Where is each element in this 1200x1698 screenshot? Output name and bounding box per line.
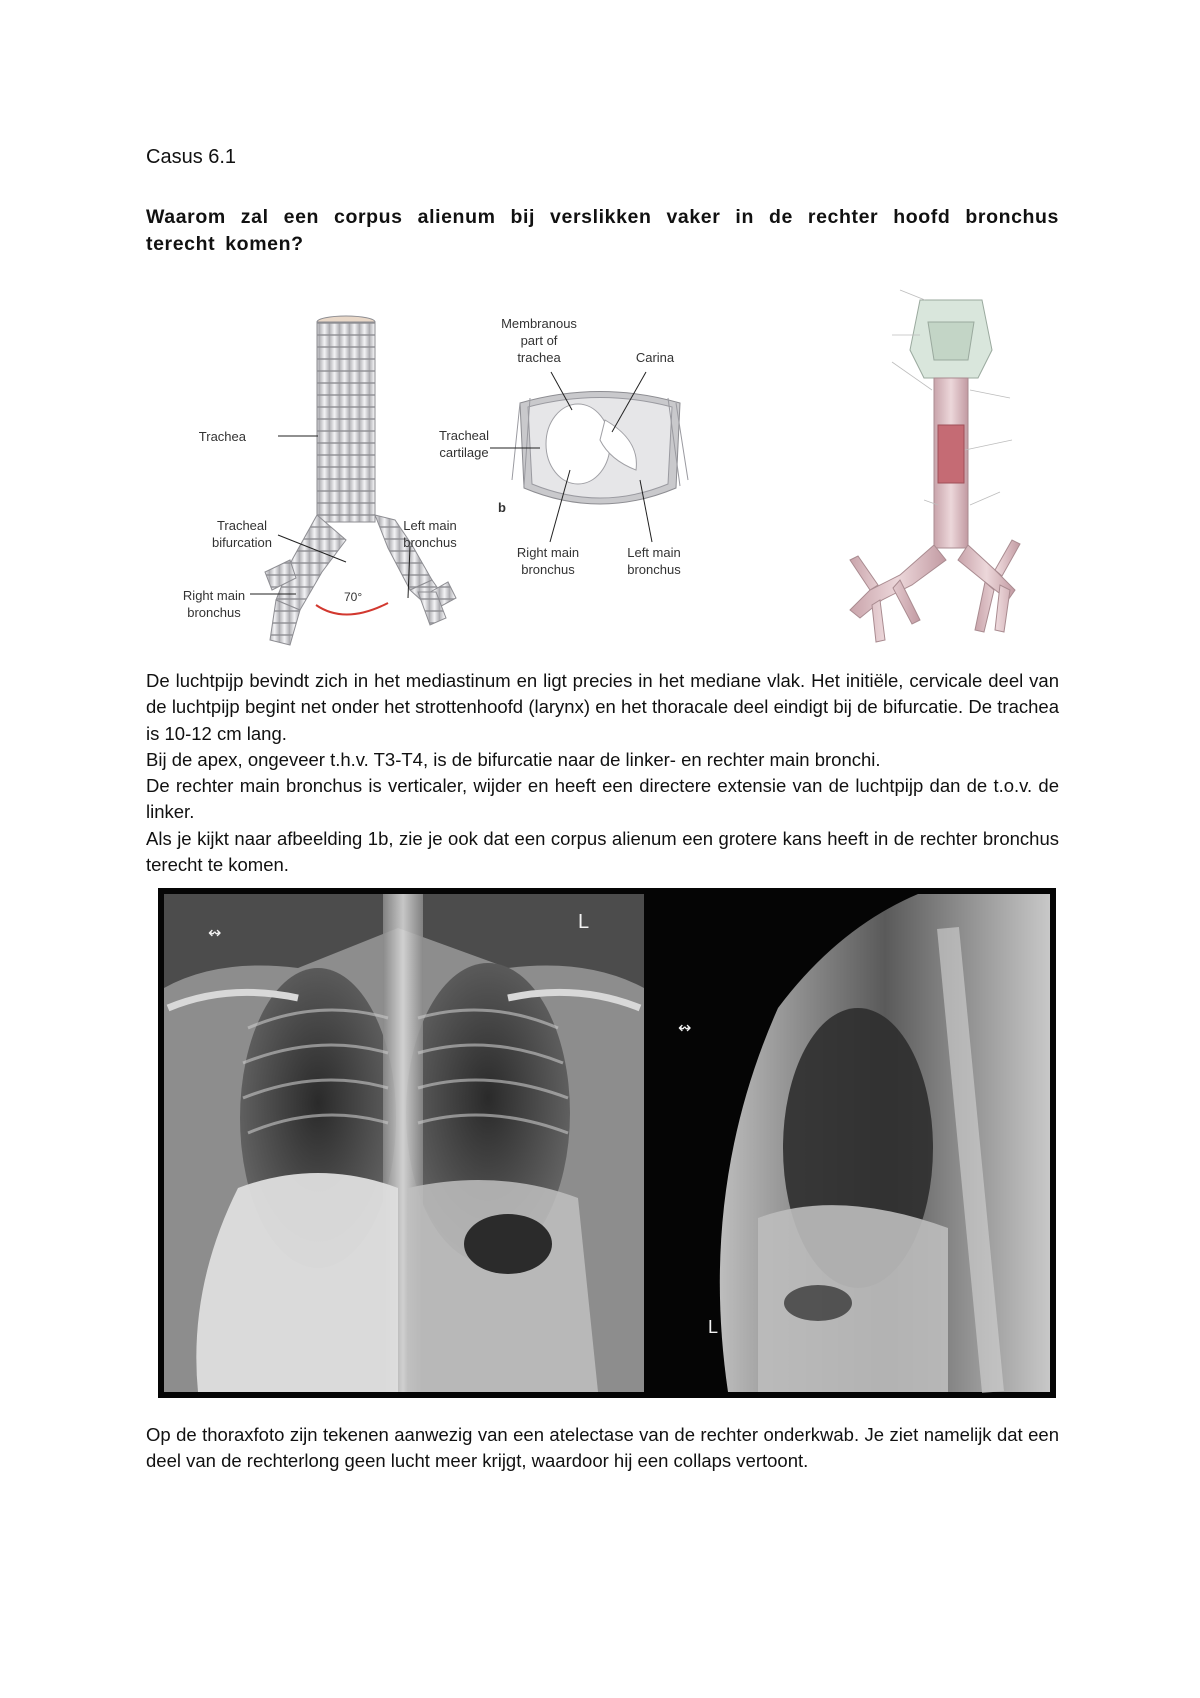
bronchial-tree-figure: [850, 290, 1020, 642]
trachea-figure: [183, 316, 457, 645]
gastric-bubble: [464, 1214, 552, 1274]
label-b-right-main-2: bronchus: [521, 562, 575, 577]
conclusion-paragraph: Op de thoraxfoto zijn tekenen aanwezig van een atelectase van de rechter onderkwab. Je ziet namelijk dat een deel van de rechterlong geen lucht meer krijgt, waardoor hij een collaps vertoont.: [146, 1424, 1059, 1472]
xray-pa-view: [164, 894, 644, 1392]
label-bifurcation-2: bifurcation: [212, 535, 272, 550]
label-left-main-2: bronchus: [403, 535, 457, 550]
label-right-main-2: bronchus: [187, 605, 241, 620]
label-cartilage-1: Tracheal: [438, 428, 490, 443]
panel-letter-b: b: [498, 500, 506, 515]
question-heading: Waarom zal een corpus alienum bij verslikken vaker in de rechter hoofd bronchus terecht komen?: [146, 206, 1059, 255]
xray-lateral-view: [652, 894, 1050, 1392]
paragraph-3: De rechter main bronchus is verticaler, wijder en heeft een directere extensie van de luchtpijp dan de t.o.v. de linker.: [146, 775, 1059, 823]
anatomy-figures: [0, 0, 1200, 680]
label-membranous-1: Membranous: [501, 316, 577, 331]
explanation-text: [146, 668, 1059, 878]
paragraph-1: De luchtpijp bevindt zich in het mediastinum en ligt precies in het mediane vlak. Het initiële, cervicale deel van de luchtpijp begint net onder het strottenhoofd (larynx) en het thoracale deel eindigt bij de bifurcatie. De trachea is 10-12 cm lang.: [146, 670, 1059, 744]
paragraph-2: Bij de apex, ongeveer t.h.v. T3-T4, is de bifurcatie naar de linker- en rechter main bronchi.: [146, 748, 881, 770]
xray-pa-marker: L: [578, 911, 590, 933]
label-membranous-2: part of: [520, 333, 558, 348]
label-right-main-1: Right main: [182, 588, 246, 603]
xray-lateral-arrow: ↭: [678, 1020, 692, 1037]
paragraph-4: Als je kijkt naar afbeelding 1b, zie je ook dat een corpus alienum een grotere kans heeft in de rechter bronchus terecht te komen.: [146, 827, 1059, 876]
label-membranous-3: trachea: [517, 350, 561, 365]
label-carina: Carina: [635, 350, 675, 365]
label-trachea: Trachea: [198, 429, 246, 444]
label-b-left-main-2: bronchus: [627, 562, 681, 577]
page-title: Casus 6.1: [146, 146, 237, 168]
chest-xray-images: [158, 888, 1056, 1398]
label-b-left-main-1: Left main: [627, 545, 681, 560]
label-b-right-main-1: Right main: [516, 545, 580, 560]
angle-arc: [316, 603, 388, 615]
label-left-main-1: Left main: [403, 518, 457, 533]
trachea-shape: [317, 322, 375, 522]
label-bifurcation-1: Tracheal: [216, 518, 268, 533]
label-cartilage-2: cartilage: [439, 445, 489, 460]
xray-pa-arrow: ↭: [208, 925, 222, 942]
carina-figure: [439, 316, 688, 577]
conclusion-text: [146, 1422, 1059, 1475]
label-angle: 70°: [344, 590, 363, 604]
xray-lateral-marker: L: [708, 1317, 719, 1337]
